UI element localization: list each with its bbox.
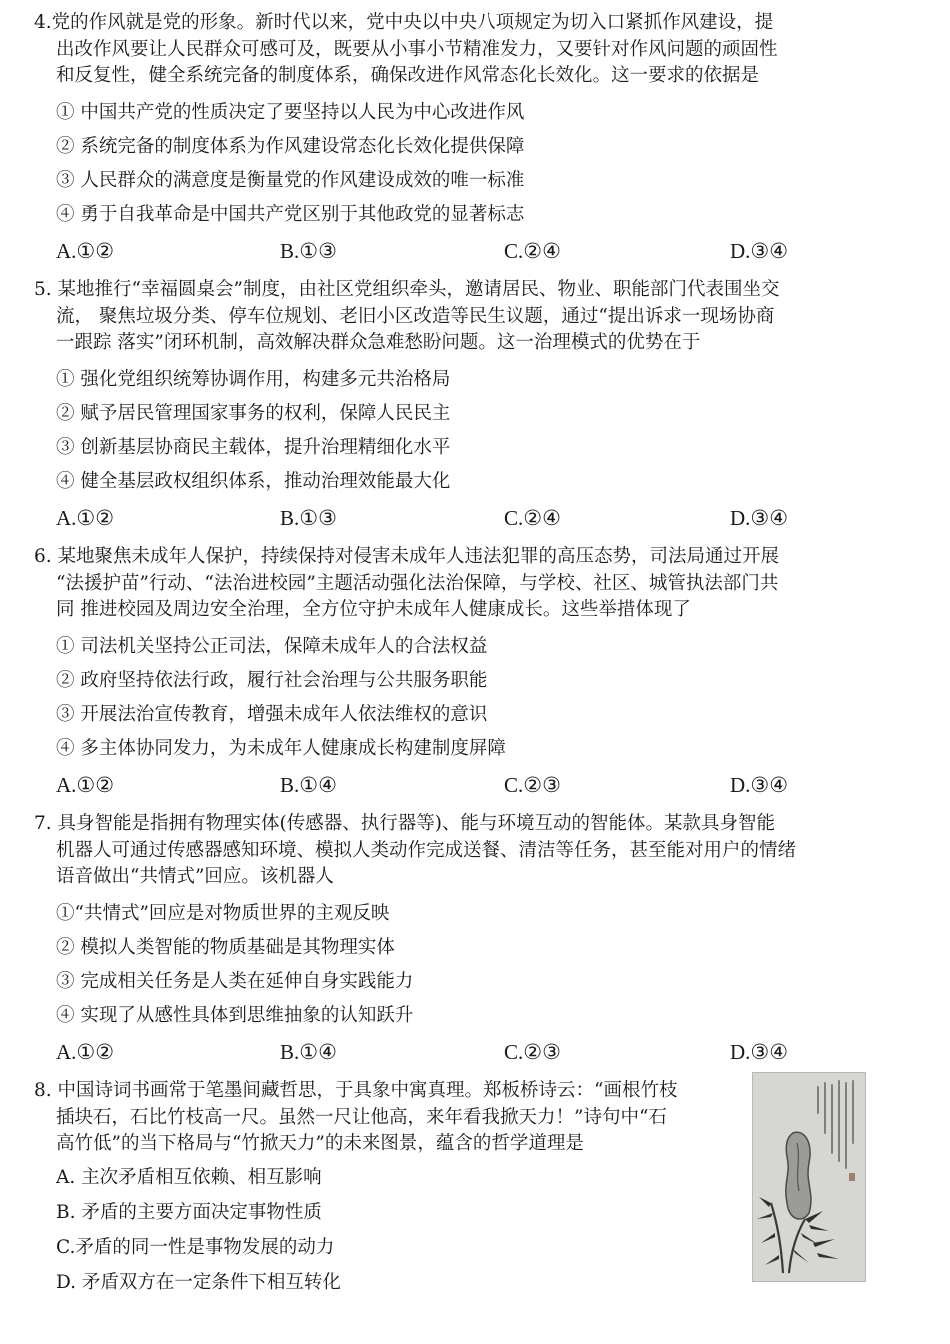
choice-d: D. 矛盾双方在一定条件下相互转化 xyxy=(56,1271,341,1293)
answer-choices xyxy=(34,234,874,268)
choice-c: C.②③ xyxy=(504,1039,561,1064)
stem-line: 7. 具身智能是指拥有物理实体(传感器、执行器等)、能与环境互动的智能体。某款具身智能 xyxy=(34,813,775,834)
stem-line: 5. 某地推行“幸福圆桌会”制度，由社区党组织牵头，邀请居民、物业、职能部门代表围坐交 xyxy=(34,279,780,300)
statement: ② 模拟人类智能的物质基础是其物理实体 xyxy=(56,936,395,958)
stem-line: 高竹低”的当下格局与“竹掀天力”的未来图景，蕴含的哲学道理是 xyxy=(56,1133,584,1154)
question-5 xyxy=(34,277,874,535)
answer-options xyxy=(34,1160,874,1300)
stem-line: 6. 某地聚焦未成年人保护，持续保持对侵害未成年人违法犯罪的高压态势，司法局通过开展 xyxy=(34,546,780,567)
choice-a: A.①② xyxy=(56,238,115,263)
choice-b: B.①③ xyxy=(280,238,337,263)
stem-line: 语音做出“共情式”回应。该机器人 xyxy=(56,866,334,887)
choice-a: A. 主次矛盾相互依赖、相互影响 xyxy=(56,1166,322,1188)
choice-b: B.①④ xyxy=(280,1039,337,1064)
stem-line: “法援护苗”行动、“法治进校园”主题活动强化法治保障，与学校、社区、城管执法部门共 xyxy=(56,572,779,594)
statement: ④ 多主体协同发力，为未成年人健康成长构建制度屏障 xyxy=(56,737,506,759)
answer-choices xyxy=(34,768,874,802)
choice-c: C.②③ xyxy=(504,772,561,797)
statement-list xyxy=(34,897,874,1033)
stem-line: 4.党的作风就是党的形象。新时代以来，党中央以中央八项规定为切入口紧抓作风建设，提 xyxy=(34,12,774,33)
statement: ③ 创新基层协商民主载体，提升治理精细化水平 xyxy=(56,436,451,458)
choice-d: D.③④ xyxy=(730,238,789,263)
statement-list xyxy=(34,96,874,232)
question-stem xyxy=(34,1078,724,1158)
statement-list xyxy=(34,630,874,766)
statement: ③ 人民群众的满意度是衡量党的作风建设成效的唯一标准 xyxy=(56,169,525,191)
statement: ① 司法机关坚持公正司法，保障未成年人的合法权益 xyxy=(56,635,488,657)
choice-b: B. 矛盾的主要方面决定事物性质 xyxy=(56,1201,322,1223)
choice-a: A.①② xyxy=(56,505,115,530)
stem-line: 机器人可通过传感器感知环境、模拟人类动作完成送餐、清洁等任务，甚至能对用户的情绪 xyxy=(56,839,797,861)
statement: ④ 健全基层政权组织体系，推动治理效能最大化 xyxy=(56,470,451,492)
choice-c: C.②④ xyxy=(504,505,561,530)
choice-d: D.③④ xyxy=(730,772,789,797)
statement: ④ 实现了从感性具体到思维抽象的认知跃升 xyxy=(56,1004,414,1026)
stem-line: 和反复性，健全系统完备的制度体系，确保改进作风常态化长效化。这一要求的依据是 xyxy=(56,65,760,86)
stem-line: 流， 聚焦垃圾分类、停车位规划、老旧小区改造等民生议题，通过“提出诉求一现场协商 xyxy=(56,305,775,327)
statement: ② 系统完备的制度体系为作风建设常态化长效化提供保障 xyxy=(56,135,525,157)
question-stem xyxy=(34,10,874,90)
answer-choices xyxy=(34,1035,874,1069)
question-7 xyxy=(34,811,874,1069)
question-4 xyxy=(34,10,874,268)
statement-list xyxy=(34,363,874,499)
choice-b: B.①④ xyxy=(280,772,337,797)
choice-c: C.②④ xyxy=(504,238,561,263)
stem-line: 一跟踪 落实”闭环机制，高效解决群众急难愁盼问题。这一治理模式的优势在于 xyxy=(56,332,701,353)
statement: ①“共情式”回应是对物质世界的主观反映 xyxy=(56,902,390,924)
statement: ③ 开展法治宣传教育，增强未成年人依法维权的意识 xyxy=(56,703,488,725)
statement: ① 强化党组织统筹协调作用，构建多元共治格局 xyxy=(56,368,451,390)
stem-line: 出改作风要让人民群众可感可及，既要从小事小节精准发力，又要针对作风问题的顽固性 xyxy=(56,38,778,60)
stem-line: 插块石，石比竹枝高一尺。虽然一尺让他高，来年看我掀天力！”诗句中“石 xyxy=(56,1106,667,1128)
statement: ② 政府坚持依法行政，履行社会治理与公共服务职能 xyxy=(56,669,488,691)
bamboo-rock-painting xyxy=(752,1072,866,1282)
question-stem xyxy=(34,544,874,624)
question-8 xyxy=(34,1078,874,1300)
choice-b: B.①③ xyxy=(280,505,337,530)
question-6 xyxy=(34,544,874,802)
statement: ④ 勇于自我革命是中国共产党区别于其他政党的显著标志 xyxy=(56,203,525,225)
choice-c: C.矛盾的同一性是事物发展的动力 xyxy=(56,1236,335,1258)
choice-a: A.①② xyxy=(56,772,115,797)
statement: ③ 完成相关任务是人类在延伸自身实践能力 xyxy=(56,970,414,992)
stem-line: 8. 中国诗词书画常于笔墨间藏哲思，于具象中寓真理。郑板桥诗云：“画根竹枝 xyxy=(34,1080,678,1101)
painting-illustration xyxy=(753,1073,865,1281)
choice-a: A.①② xyxy=(56,1039,115,1064)
question-stem xyxy=(34,811,874,891)
choice-d: D.③④ xyxy=(730,1039,789,1064)
statement: ① 中国共产党的性质决定了要坚持以人民为中心改进作风 xyxy=(56,101,525,123)
stem-line: 同 推进校园及周边安全治理，全方位守护未成年人健康成长。这些举措体现了 xyxy=(56,599,691,620)
statement: ② 赋予居民管理国家事务的权利，保障人民民主 xyxy=(56,402,451,424)
question-stem xyxy=(34,277,874,357)
choice-d: D.③④ xyxy=(730,505,789,530)
answer-choices xyxy=(34,501,874,535)
